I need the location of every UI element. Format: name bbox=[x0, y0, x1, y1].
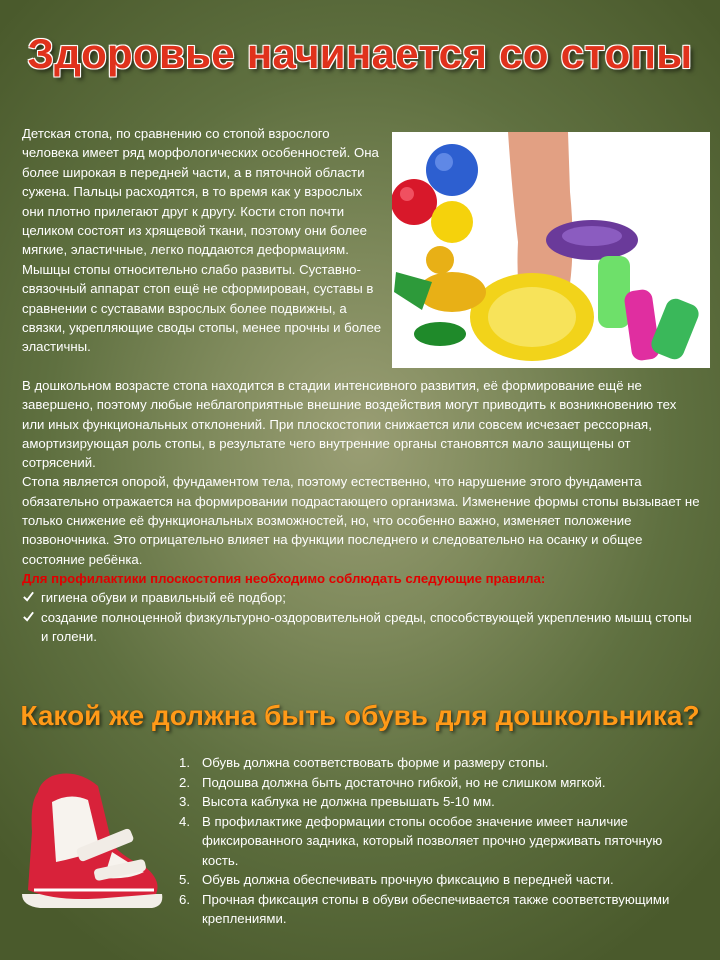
paragraph-foundation: Стопа является опорой, фундаментом тела, поэтому естественно, что нарушение этого фундамента обязательно отражается на формировании подрастающего организма. Изменение формы стопы вызывает не только снижение её функциональных возможностей, но, что особенно важно, изменяет положение позвоночника. Это отрицательно влияет на функции последнего и следовательно на осанку и общее состояние ребёнка. bbox=[22, 474, 700, 567]
checkmark-icon bbox=[22, 608, 35, 624]
list-item bbox=[174, 773, 694, 793]
page-title: Здоровье начинается со стопы bbox=[27, 30, 693, 77]
shoe-requirements-list bbox=[174, 753, 694, 929]
list-text: В профилактике деформации стопы особое значение имеет наличие фиксированного задника, который позволяет прочно удерживать пяточную кость. bbox=[202, 813, 663, 868]
list-item bbox=[174, 753, 694, 773]
list-number: 3. bbox=[179, 794, 190, 809]
list-number: 1. bbox=[179, 755, 190, 770]
list-text: Высота каблука не должна превышать 5-10 мм. bbox=[202, 794, 495, 809]
list-number: 4. bbox=[179, 813, 190, 829]
list-number: 5. bbox=[179, 872, 190, 887]
list-item bbox=[174, 812, 694, 871]
list-text: Обувь должна соответствовать форме и размеру стопы. bbox=[202, 755, 549, 770]
article-body bbox=[22, 376, 702, 646]
list-item bbox=[174, 870, 694, 890]
list-item bbox=[174, 792, 694, 812]
checkmark-icon bbox=[22, 588, 35, 604]
rule-text: создание полноценной физкультурно-оздоровительной среды, способствующей укреплению мышц стопы и голени. bbox=[41, 609, 692, 644]
rule-text: гигиена обуви и правильный её подбор; bbox=[41, 590, 286, 606]
list-item bbox=[22, 588, 702, 607]
list-text: Прочная фиксация стопы в обуви обеспечивается также соответствующими креплениями. bbox=[202, 891, 670, 926]
paragraph-development: В дошкольном возрасте стопа находится в стадии интенсивного развития, её формирование ещё не завершено, поэтому любые неблагоприятные внешние воздействия могут приводить к возникновению тех или иных функциональных отклонений. При плоскостопии снижается или совсем исчезает рессорная, амортизирующая роль стопы, в результате чего внутренние органы становятся мало защищены от сотрясений. bbox=[22, 378, 677, 471]
list-text: Обувь должна обеспечивать прочную фиксацию в передней части. bbox=[202, 872, 614, 887]
rules-heading: Для профилактики плоскостопия необходимо соблюдать следующие правила: bbox=[22, 570, 546, 586]
list-text: Подошва должна быть достаточно гибкой, но не слишком мягкой. bbox=[202, 774, 606, 790]
list-item bbox=[22, 608, 702, 647]
section-subtitle: Какой же должна быть обувь для дошкольника? bbox=[20, 700, 700, 731]
list-number: 6. bbox=[179, 891, 190, 907]
list-number: 2. bbox=[179, 774, 190, 790]
orthopedic-shoe-illustration bbox=[16, 762, 166, 912]
intro-paragraph: Детская стопа, по сравнению со стопой взрослого человека имеет ряд морфологических особенностей. Она более широкая в передней части, а в пяточной области сужена. Пальцы расходятся, в то время как у взрослых они плотно прилегают друг к другу. Кости стоп почти целиком состоят из хрящевой ткани, поэтому они более мягкие, эластичные, легко поддаются деформациям. Мышцы стопы относительно слабо развиты. Суставно-связочный аппарат стоп ещё не сформирован, суставы в сравнении с суставами взрослых более подвижны, а связки, укрепляющие своды стопы, менее прочны и более эластичны. bbox=[22, 126, 382, 355]
massage-balls-photo bbox=[392, 132, 710, 368]
list-item bbox=[174, 890, 694, 929]
rules-list bbox=[22, 588, 702, 646]
